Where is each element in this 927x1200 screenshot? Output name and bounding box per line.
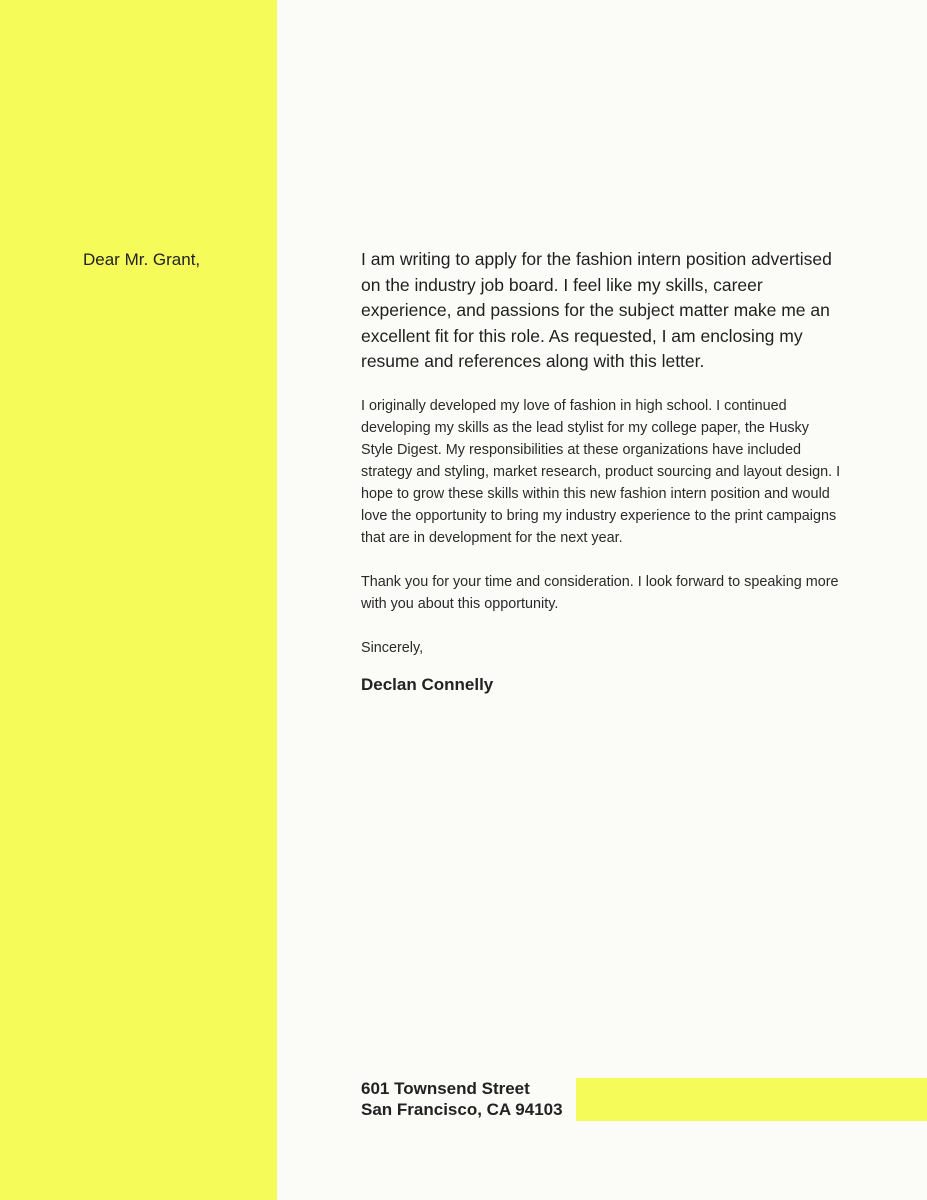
letter-body: [361, 247, 841, 697]
sender-address: [361, 1078, 563, 1120]
intro-paragraph: I am writing to apply for the fashion intern position advertised on the industry job board. I feel like my skills, career experience, and passions for the subject matter make me an excellent fit for this role. As requested, I am enclosing my resume and references along with this letter.: [361, 249, 832, 371]
salutation: Dear Mr. Grant,: [83, 250, 201, 269]
closing: Sincerely,: [361, 639, 424, 656]
address-street: 601 Townsend Street: [361, 1079, 530, 1098]
signature-name: Declan Connelly: [361, 674, 494, 694]
thank-you-paragraph: Thank you for your time and consideration. I look forward to speaking more with you about this opportunity.: [361, 573, 839, 612]
body-paragraph: I originally developed my love of fashion in high school. I continued developing my skills as the lead stylist for my college paper, the Husky Style Digest. My responsibilities at these organizations have included strategy and styling, market research, product sourcing and layout design. I hope to grow these skills within this new fashion intern position and would love the opportunity to bring my industry experience to the print campaigns that are in development for the next year.: [361, 397, 841, 546]
address-city-line: San Francisco, CA 94103: [361, 1100, 563, 1119]
yellow-accent-bar: [576, 1078, 927, 1121]
yellow-side-band: [0, 0, 277, 1200]
